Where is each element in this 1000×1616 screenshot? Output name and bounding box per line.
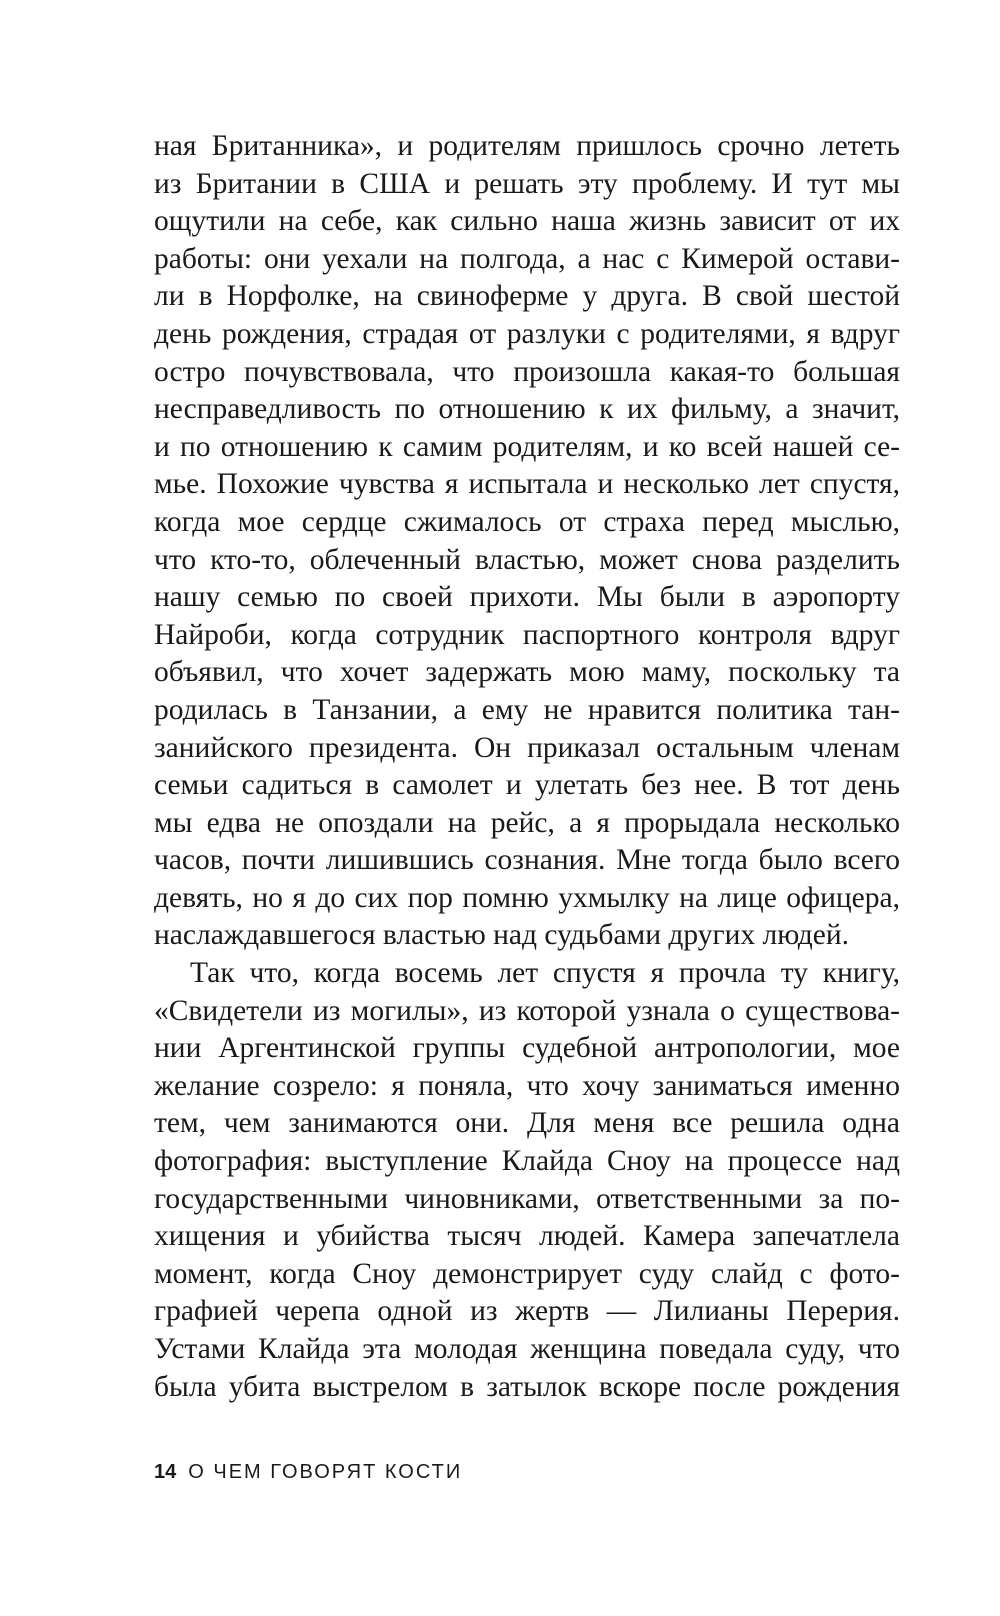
text-line: хищения и убийства тысяч людей. Камера запечатлела <box>154 1220 900 1253</box>
text-line: родилась в Танзании, а ему не нравится политика тан- <box>154 693 900 726</box>
text-line: работы: они уехали на полгода, а нас с Кимерой остави- <box>154 242 900 275</box>
text-line: мье. Похожие чувства я испытала и несколько лет спустя, <box>154 468 900 501</box>
text-line: государственными чиновниками, ответственными за по- <box>154 1182 900 1215</box>
text-line: графией черепа одной из жертв — Лилианы Перерия. <box>154 1295 900 1328</box>
body-text <box>154 128 900 1406</box>
text-line: ная Британника», и родителям пришлось срочно лететь <box>154 130 900 162</box>
text-line: что кто-то, облеченный властью, может снова разделить <box>154 543 900 576</box>
text-line: момент, когда Сноу демонстрирует суду слайд с фото- <box>154 1257 900 1290</box>
text-line: семьи садиться в самолет и улетать без нее. В тот день <box>154 769 900 802</box>
text-line: объявил, что хочет задержать мою маму, поскольку та <box>154 656 900 689</box>
text-line: нии Аргентинской группы судебной антропологии, мое <box>154 1032 900 1065</box>
paragraph-start-line: Так что, когда восемь лет спустя я прочла ту книгу, <box>190 957 900 990</box>
text-line: была убита выстрелом в затылок вскоре после рождения <box>154 1370 900 1403</box>
text-line: девять, но я до сих пор помню ухмылку на лице офицера, <box>154 881 900 914</box>
text-line: «Свидетели из могилы», из которой узнала о существова- <box>154 994 900 1027</box>
text-line: часов, почти лишившись сознания. Мне тогда было всего <box>154 844 900 877</box>
text-line: когда мое сердце сжималось от страха перед мыслью, <box>154 505 900 538</box>
text-line: ощутили на себе, как сильно наша жизнь зависит от их <box>154 205 900 238</box>
page-number: 14 <box>154 1461 177 1483</box>
running-title: О ЧЕМ ГОВОРЯТ КОСТИ <box>188 1461 463 1483</box>
text-line: желание созрело: я поняла, что хочу заниматься именно <box>154 1069 900 1102</box>
text-line: день рождения, страдая от разлуки с родителями, я вдруг <box>154 317 900 350</box>
text-line: тем, чем занимаются они. Для меня все решила одна <box>154 1107 900 1140</box>
text-line: из Британии в США и решать эту проблему. И тут мы <box>154 167 900 200</box>
text-line: Устами Клайда эта молодая женщина поведала суду, что <box>154 1333 900 1365</box>
text-line: остро почувствовала, что произошла какая-то большая <box>154 355 900 388</box>
text-line: нашу семью по своей прихоти. Мы были в аэропорту <box>154 581 900 614</box>
text-line: ли в Норфолке, на свиноферме у друга. В свой шестой <box>154 280 900 313</box>
text-line: занийского президента. Он приказал остальным членам <box>154 731 900 764</box>
text-line: наслаждавшегося властью над судьбами других людей. <box>154 919 850 952</box>
text-line: мы едва не опоздали на рейс, а я прорыдала несколько <box>154 806 900 839</box>
text-line: фотография: выступление Клайда Сноу на процессе над <box>154 1145 900 1178</box>
text-line: несправедливость по отношению к их фильму, а значит, <box>154 393 900 426</box>
page-footer <box>154 1457 462 1487</box>
text-line: Найроби, когда сотрудник паспортного контроля вдруг <box>154 618 900 651</box>
text-line: и по отношению к самим родителям, и ко всей нашей се- <box>154 430 900 463</box>
